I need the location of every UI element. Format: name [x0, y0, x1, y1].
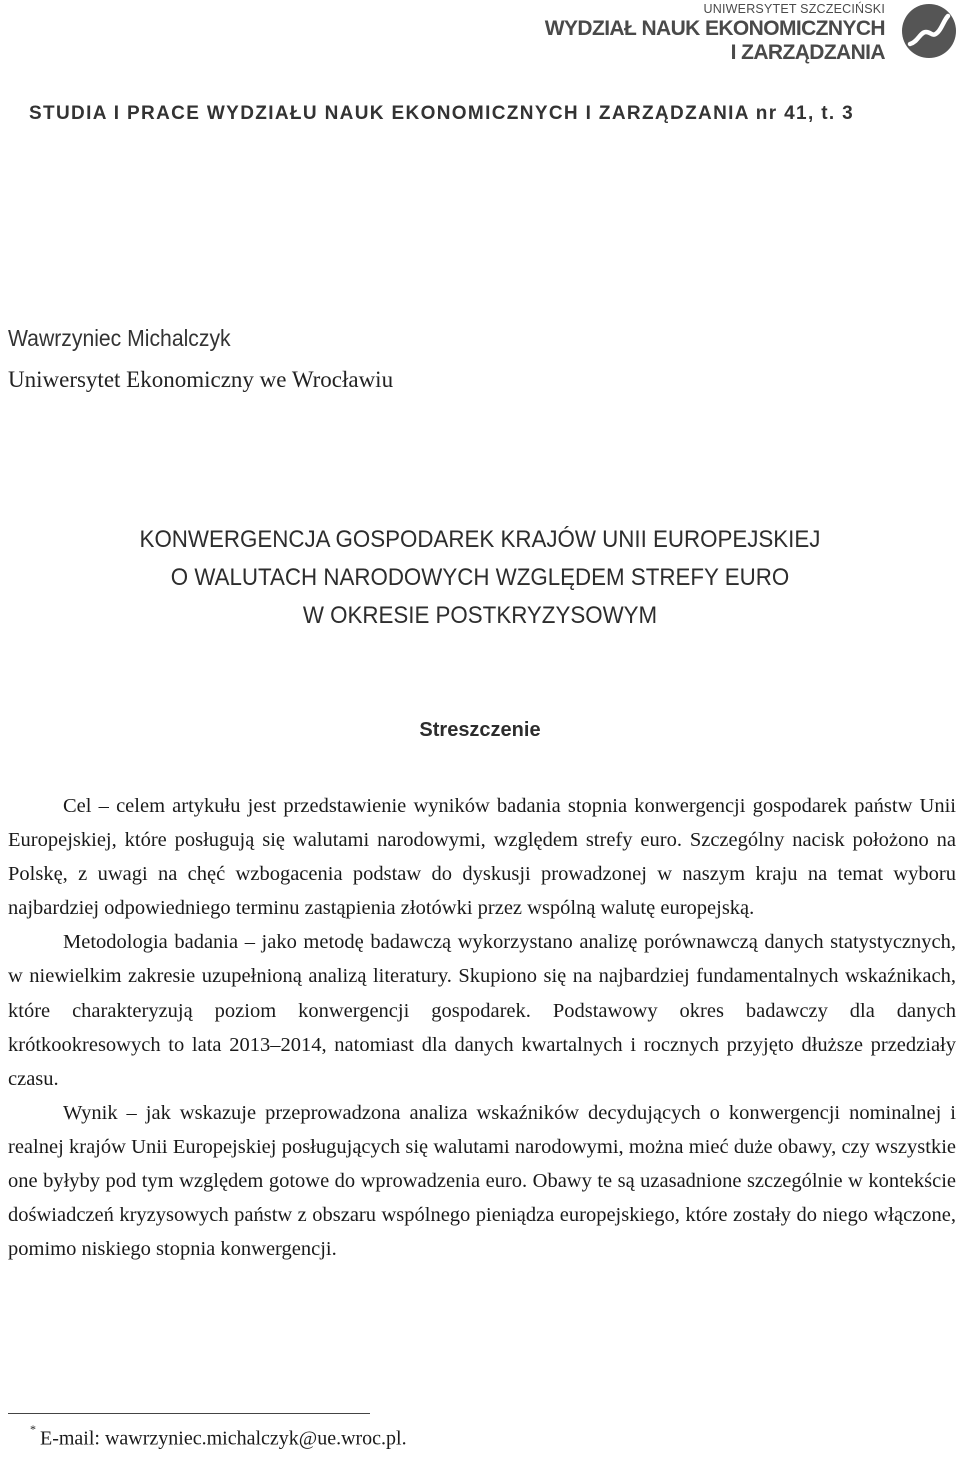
- article-title-line1: KONWERGENCJA GOSPODAREK KRAJÓW UNII EUROPEJSKIEJ: [139, 526, 821, 553]
- author-affiliation: Uniwersytet Ekonomiczny we Wrocławiu: [8, 367, 394, 392]
- article-title-line3: W OKRESIE POSTKRYZYSOWYM: [302, 602, 658, 629]
- logo-university-name: UNIWERSYTET SZCZECIŃSKI: [703, 2, 885, 16]
- logo-faculty-name-line1: WYDZIAŁ NAUK EKONOMICZNYCH: [544, 17, 885, 40]
- faculty-logo-icon: [900, 2, 958, 60]
- abstract-heading: Streszczenie: [419, 719, 541, 741]
- series-header: STUDIA I PRACE WYDZIAŁU NAUK EKONOMICZNYCH I ZARZĄDZANIA nr 41, t. 3: [29, 103, 855, 124]
- article-title-line2: O WALUTACH NARODOWYCH WZGLĘDEM STREFY EURO: [170, 564, 790, 591]
- abstract-paragraph-methodology: Metodologia badania – jako metodę badawczą wykorzystano analizę porównawczą danych statystycznych, w niewielkim zakresie uzupełnioną analizą literatury. Skupiono się na najbardziej fundamentalnych wskaźnikach, które charakteryzują poziom konwergencji gospodarek. Podstawowy okres badawczy dla danych krótkookresowych to lata 2013–2014, natomiast dla danych kwartalnych i rocznych przyjęto dłuższe przedziały czasu.: [8, 931, 956, 1090]
- footnote-divider: [8, 1413, 370, 1414]
- footnote-email: E-mail: wawrzyniec.michalczyk@ue.wroc.pl.: [40, 1427, 407, 1450]
- footnote-marker: *: [30, 1422, 36, 1436]
- logo-faculty-name-line2: I ZARZĄDZANIA: [730, 41, 885, 64]
- footnote: [30, 1422, 407, 1451]
- abstract-body: [8, 789, 956, 1266]
- abstract-paragraph-result: Wynik – jak wskazuje przeprowadzona analiza wskaźników decydujących o konwergencji nominalnej i realnej krajów Unii Europejskiej posługujących się walutami narodowymi, można mieć duże obawy, czy wszystkie one byłyby pod tym względem gotowe do wprowadzenia euro. Obawy te są uzasadnione szczególnie w kontekście doświadczeń kryzysowych państw z obszaru wspólnego pieniądza europejskiego, które zostały do niego włączone, pomimo niskiego stopnia konwergencji.: [8, 1101, 956, 1261]
- author-name: Wawrzyniec Michalczyk: [8, 325, 231, 351]
- article-title: [0, 521, 960, 635]
- faculty-logo: [520, 0, 960, 80]
- abstract-paragraph-aim: Cel – celem artykułu jest przedstawienie wyników badania stopnia konwergencji gospodarek państw Unii Europejskiej, które posługują się walutami narodowymi, względem strefy euro. Szczególny nacisk położono na Polskę, z uwagi na chęć wzbogacenia podstaw do dyskusji prowadzonej w naszym kraju na temat wyboru najbardziej odpowiedniego terminu zastąpienia złotówki przez wspólną walutę europejską.: [8, 795, 956, 920]
